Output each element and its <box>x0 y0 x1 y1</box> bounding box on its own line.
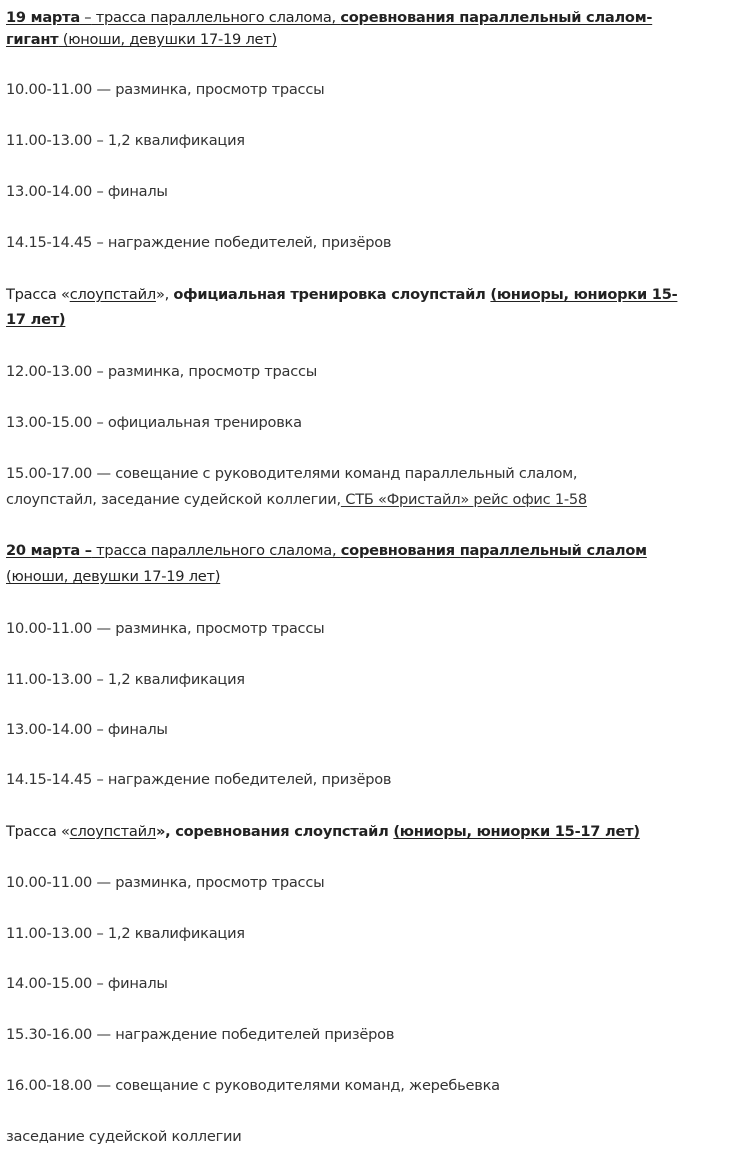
day1-heading-line1 <box>6 8 652 28</box>
day2-schedule-item: 14.15-14.45 – награждение победителей, призёров <box>6 771 392 788</box>
day1-event-cont: гигант <box>6 31 59 48</box>
day1-date: 19 марта <box>6 9 80 26</box>
day1-slopestyle-item: 12.00-13.00 – разминка, просмотр трассы <box>6 363 318 380</box>
slopestyle-quote: » <box>155 286 165 303</box>
day1-slopestyle-heading-line2 <box>6 310 65 330</box>
day2-event: соревнования параллельный слалом <box>340 542 647 559</box>
day2-slopestyle-item: 10.00-11.00 — разминка, просмотр трассы <box>6 874 325 891</box>
day2-schedule-item: 11.00-13.00 – 1,2 квалификация <box>6 671 245 688</box>
slopestyle-prefix: Трасса « <box>6 286 70 303</box>
day1-meeting-text: слоупстайл, заседание судейской коллегии, <box>6 491 341 508</box>
day2-closing: заседание судейской коллегии <box>6 1128 242 1145</box>
day2-schedule-item: 13.00-14.00 – финалы <box>6 721 168 738</box>
day2-slopestyle-item: 11.00-13.00 – 1,2 квалификация <box>6 925 245 942</box>
day1-venue: трасса параллельного слалома, <box>91 9 341 26</box>
day1-meeting-line2 <box>6 490 587 510</box>
slopestyle-comma: , <box>164 286 174 303</box>
slopestyle-prefix: Трасса « <box>6 823 70 840</box>
day1-schedule-item: 10.00-11.00 — разминка, просмотр трассы <box>6 81 325 98</box>
slopestyle-ages: (юниоры, юниорки 15-17 лет) <box>393 823 640 840</box>
day1-schedule-item: 11.00-13.00 – 1,2 квалификация <box>6 132 245 149</box>
day1-slopestyle-item: 13.00-15.00 – официальная тренировка <box>6 414 302 431</box>
day2-ages: (юноши, девушки 17-19 лет) <box>6 568 221 585</box>
slopestyle-event: », соревнования слоупстайл <box>155 823 394 840</box>
day2-slopestyle-item: 16.00-18.00 — совещание с руководителями команд, жеребьевка <box>6 1077 500 1094</box>
day2-slopestyle-item: 14.00-15.00 – финалы <box>6 975 168 992</box>
day1-dash: – <box>79 9 92 26</box>
stb-freestyle-link[interactable]: СТБ «Фристайл» рейс офис 1-58 <box>340 491 587 508</box>
slopestyle-track-link[interactable]: слоупстайл <box>69 823 156 840</box>
slopestyle-track-link[interactable]: слоупстайл <box>69 286 156 303</box>
day1-event: соревнования параллельный слалом- <box>340 9 653 26</box>
day1-ages: (юноши, девушки 17-19 лет) <box>58 31 277 48</box>
day2-slopestyle-item: 15.30-16.00 — награждение победителей призёров <box>6 1026 395 1043</box>
slopestyle-event: официальная тренировка слоупстайл <box>173 286 491 303</box>
day2-slopestyle-heading <box>6 822 640 842</box>
day1-meeting-line1: 15.00-17.00 — совещание с руководителями команд параллельный слалом, <box>6 465 578 482</box>
day2-venue: трасса параллельного слалома, <box>91 542 341 559</box>
slopestyle-ages-cont: 17 лет) <box>6 311 66 328</box>
day2-heading-line2 <box>6 567 220 587</box>
day2-heading-line1 <box>6 541 647 561</box>
slopestyle-ages: (юниоры, юниорки 15- <box>490 286 678 303</box>
day2-schedule-item: 10.00-11.00 — разминка, просмотр трассы <box>6 620 325 637</box>
day1-slopestyle-heading-line1 <box>6 285 677 305</box>
day1-schedule-item: 13.00-14.00 – финалы <box>6 183 168 200</box>
day2-date: 20 марта – <box>6 542 92 559</box>
day1-heading-line2 <box>6 30 277 50</box>
day1-schedule-item: 14.15-14.45 – награждение победителей, призёров <box>6 234 392 251</box>
